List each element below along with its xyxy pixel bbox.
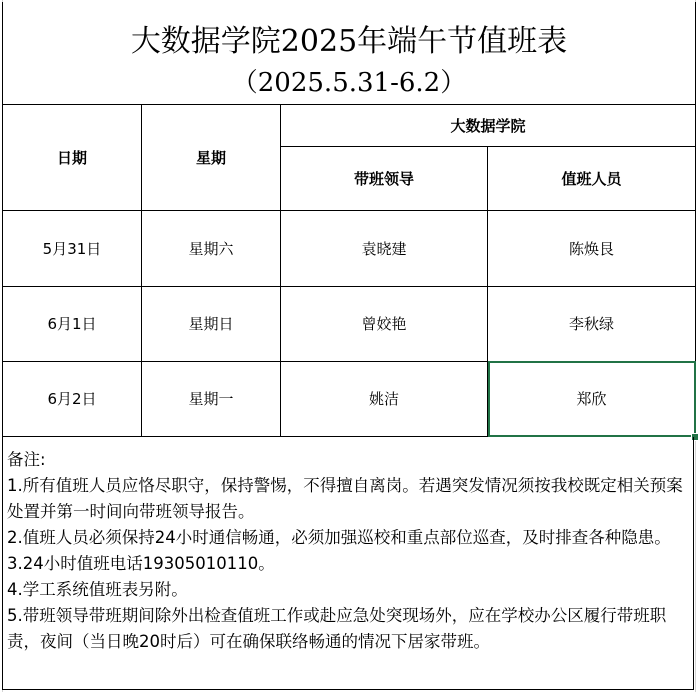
- cell-leader[interactable]: 袁晓建: [281, 211, 488, 286]
- note-item: 2.值班人员必须保持24小时通信畅通，必须加强巡校和重点部位巡查，及时排查各种隐患。: [7, 528, 671, 547]
- title-block[interactable]: [2, 2, 696, 104]
- notes-heading: 备注:: [7, 450, 46, 469]
- sheet-title: 大数据学院2025年端午节值班表: [130, 24, 568, 59]
- cell-staff[interactable]: 李秋绿: [488, 286, 696, 361]
- cell-staff[interactable]: 陈焕艮: [488, 211, 696, 286]
- cell-date[interactable]: 5月31日: [3, 211, 142, 286]
- duty-table: [2, 104, 696, 437]
- table-row: [3, 211, 696, 286]
- sheet-date-range: （2025.5.31-6.2）: [231, 68, 467, 98]
- cell-leader[interactable]: 曾姣艳: [281, 286, 488, 361]
- table-row: [3, 361, 696, 436]
- cell-weekday[interactable]: 星期日: [142, 286, 281, 361]
- cell-weekday[interactable]: 星期六: [142, 211, 281, 286]
- cell-staff-selected[interactable]: 郑欣: [488, 361, 696, 436]
- note-item: 3.24小时值班电话19305010110。: [7, 554, 275, 573]
- note-item: 1.所有值班人员应恪尽职守，保持警惕，不得擅自离岗。若遇突发情况须按我校既定相关预案处置并第一时间向带班领导报告。: [7, 476, 683, 521]
- header-staff[interactable]: 值班人员: [488, 147, 696, 211]
- notes-cell[interactable]: [2, 437, 694, 690]
- cell-leader[interactable]: 姚洁: [281, 361, 488, 436]
- cell-date[interactable]: 6月2日: [3, 361, 142, 436]
- header-org[interactable]: 大数据学院: [281, 105, 696, 147]
- cell-weekday[interactable]: 星期一: [142, 361, 281, 436]
- header-date[interactable]: 日期: [3, 105, 142, 211]
- note-item: 4.学工系统值班表另附。: [7, 580, 188, 599]
- table-row: [3, 286, 696, 361]
- header-leader[interactable]: 带班领导: [281, 147, 488, 211]
- header-weekday[interactable]: 星期: [142, 105, 281, 211]
- cell-date[interactable]: 6月1日: [3, 286, 142, 361]
- note-item: 5.带班领导带班期间除外出检查值班工作或赴应急处突现场外，应在学校办公区履行带班职责，夜间（当日晚20时后）可在确保联络畅通的情况下居家带班。: [7, 606, 667, 651]
